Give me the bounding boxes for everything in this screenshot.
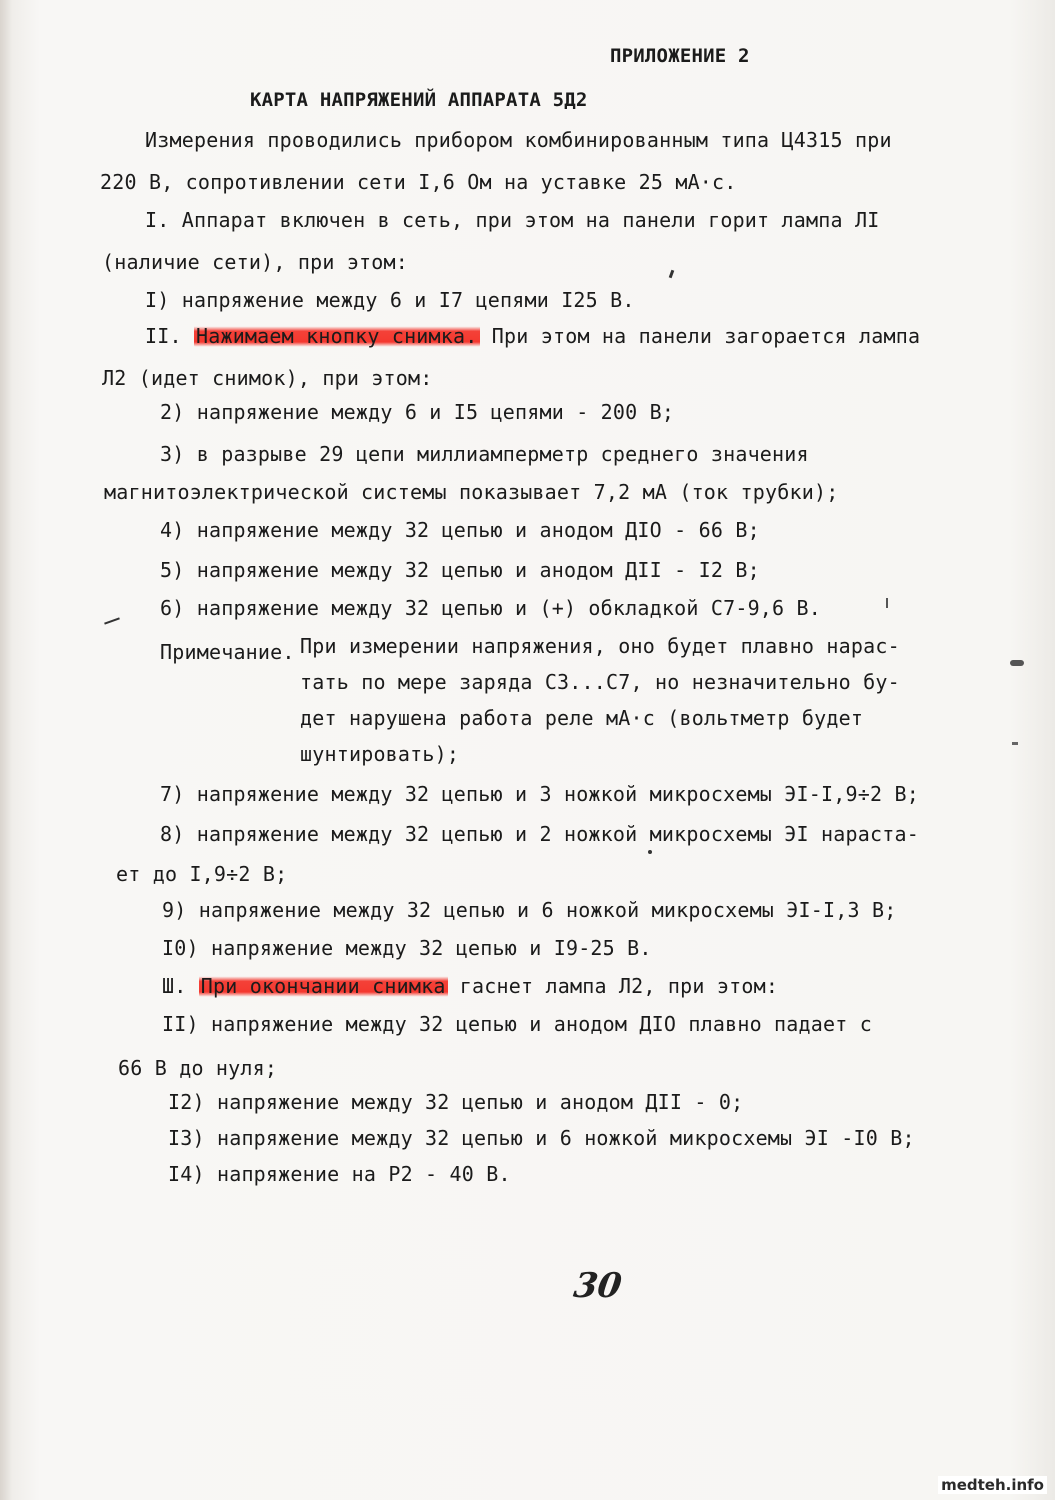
item-14: I4) напряжение на Р2 - 40 В. [168,1162,511,1186]
ink-stroke [104,617,120,624]
section-3-line [162,974,778,998]
item-7: 7) напряжение между 32 цепью и 3 ножкой микросхемы ЭI-I,9÷2 В; [160,782,919,806]
item-4: 4) напряжение между 32 цепью и анодом ДIО - 66 В; [160,518,760,542]
ink-smudge [1010,660,1024,666]
note-label: Примечание. [160,640,295,664]
item-9: 9) напряжение между 32 цепью и 6 ножкой микросхемы ЭI-I,3 В; [162,898,897,922]
ink-speck [669,270,675,279]
section-2-line-1 [145,324,920,348]
handwritten-page-number: 30 [571,1266,625,1306]
item-2: 2) напряжение между 6 и I5 цепями - 200 В; [160,400,675,424]
section-2-prefix: II. [145,324,194,348]
appendix-label: ПРИЛОЖЕНИЕ 2 [610,45,750,67]
item-8-continued: ет до I,9÷2 В; [116,862,288,886]
item-1: I) напряжение между 6 и I7 цепями I25 В. [145,288,635,312]
intro-line-1: Измерения проводились прибором комбинированным типа Ц4315 при [145,128,892,152]
section-2-highlight: Нажимаем кнопку снимка. [195,324,478,348]
ink-dot [648,850,652,854]
section-3-highlight: При окончании снимка [200,974,446,998]
document-title: КАРТА НАПРЯЖЕНИЙ АППАРАТА 5Д2 [250,89,588,111]
ink-speck [1012,742,1018,745]
intro-line-2: 220 В, сопротивлении сети I,6 Ом на уставке 25 мА·с. [100,170,737,194]
item-6: 6) напряжение между 32 цепью и (+) обкладкой С7-9,6 В. [160,596,822,620]
section-2-rest: При этом на панели загорается лампа [479,324,921,348]
item-5: 5) напряжение между 32 цепью и анодом ДII - I2 В; [160,558,760,582]
item-8: 8) напряжение между 32 цепью и 2 ножкой микросхемы ЭI нараста- [160,822,919,846]
section-3-prefix: Ш. [162,974,199,998]
section-2-line-2: Л2 (идет снимок), при этом: [102,366,433,390]
item-11: II) напряжение между 32 цепью и анодом ДIО плавно падает с [162,1012,872,1036]
section-3-rest: гаснет лампа Л2, при этом: [447,974,779,998]
note-line-4: шунтировать); [300,742,460,766]
item-11-continued: 66 В до нуля; [118,1056,278,1080]
watermark: medteh.info [938,1476,1047,1494]
item-3: 3) в разрыве 29 цепи миллиамперметр среднего значения [160,442,809,466]
section-1-line-1: I. Аппарат включен в сеть, при этом на панели горит лампа ЛI [145,208,880,232]
note-line-2: тать по мере заряда С3...С7, но незначительно бу- [300,670,900,694]
note-line-1: При измерении напряжения, оно будет плавно нарас- [300,634,900,658]
page-edge-shadow [0,0,12,1500]
item-10: I0) напряжение между 32 цепью и I9-25 В. [162,936,652,960]
item-13: I3) напряжение между 32 цепью и 6 ножкой микросхемы ЭI -I0 В; [168,1126,915,1150]
item-12: I2) напряжение между 32 цепью и анодом ДII - 0; [168,1090,744,1114]
ink-speck [886,598,888,608]
note-line-3: дет нарушена работа реле мА·с (вольтметр будет [300,706,864,730]
section-1-line-2: (наличие сети), при этом: [102,250,409,274]
item-3-continued: магнитоэлектрической системы показывает 7,2 мА (ток трубки); [104,480,839,504]
